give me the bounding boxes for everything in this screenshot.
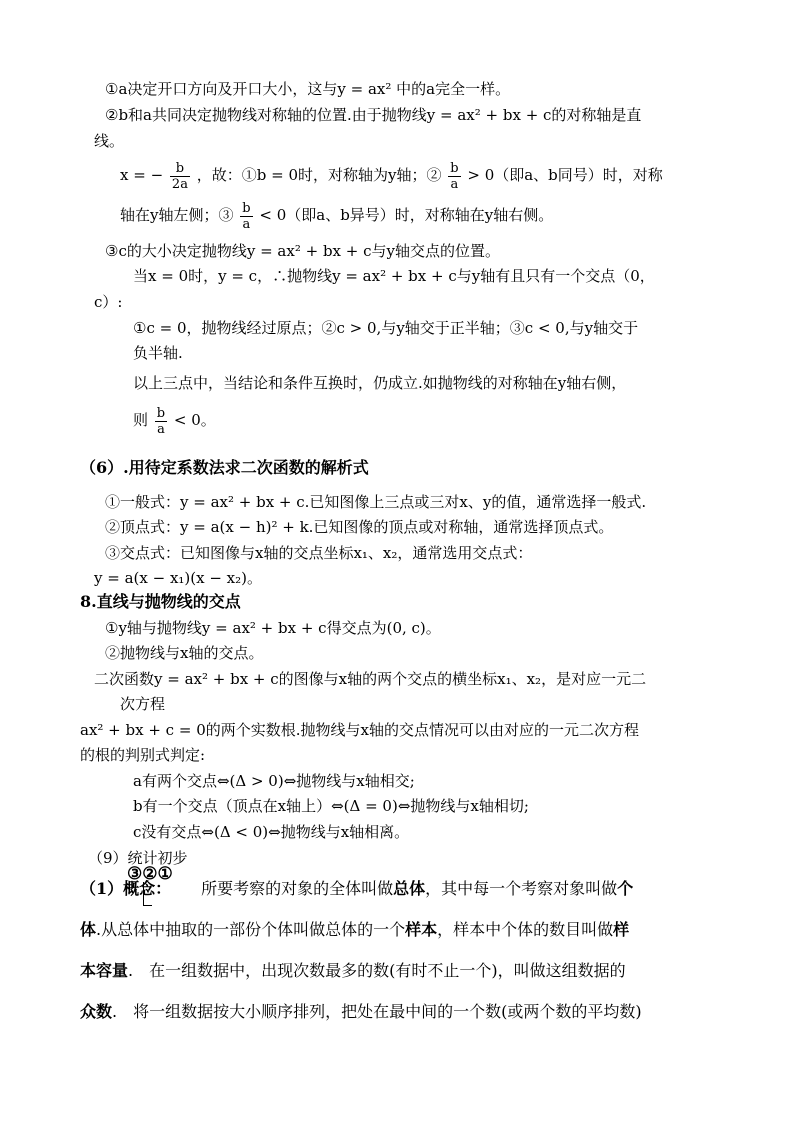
term-bold: 样 [613,920,630,939]
term-bold: 本容量 [80,961,129,980]
fraction-numerator: b [450,160,459,176]
text-line: ②b和a共同决定抛物线对称轴的位置.由于抛物线y = ax² + bx + c的对称轴是直 [105,106,642,124]
circled-number-marks: ③②① [127,864,173,884]
text-line: ②顶点式：y = a(x − h)² + k.已知图像的顶点或对称轴，通常选择顶点式。 [105,518,614,536]
section-heading: （6）.用待定系数法求二次函数的解析式 [80,458,369,477]
fraction-denominator: a [450,176,459,192]
text-line: 线。 [94,132,125,150]
text-line: 的根的判别式判定: [80,746,206,764]
text-fragment: x = − [120,166,164,184]
text-line: 以上三点中，当结论和条件互换时，仍成立.如抛物线的对称轴在y轴右侧， [133,374,627,392]
text-line: ③交点式：已知图像与x轴的交点坐标x₁、x₂，通常选用交点式： [105,544,533,562]
text-line [133,405,216,437]
text-fragment: ，故：①b = 0时，对称轴为y轴；② [196,166,442,184]
paragraph-line [80,912,629,948]
text-line: y = a(x − x₁)(x − x₂)。 [94,569,263,587]
text-fragment: < 0（即a、b异号）时，对称轴在y轴右侧。 [259,206,554,224]
text-line: 当x = 0时，y = c，∴抛物线y = ax² + bx + c与y轴有且只有一个交点（0， [133,267,655,285]
term-bold: 众数 [80,1002,113,1021]
paragraph-line [80,953,626,989]
text-line: b有一个交点（顶点在x轴上）⇔(Δ = 0)⇔抛物线与x轴相切; [133,797,529,815]
fraction-denominator: 2a [171,176,188,192]
fraction-b-over-a [448,161,460,192]
text-line: ②抛物线与x轴的交点。 [105,644,264,662]
text-line: ①a决定开口方向及开口大小，这与y = ax² 中的a完全一样。 [105,80,511,98]
text-line [120,200,553,232]
text-fragment: 轴在y轴左侧；③ [120,206,234,224]
paragraph-line [80,871,633,907]
text-fragment: < 0。 [173,411,216,429]
text-fragment: 则 [133,411,149,429]
fraction-numerator: b [156,405,166,421]
fraction-numerator: b [242,200,251,216]
text-line: 次方程 [120,695,166,713]
text-fragment: ，样本中个体的数目叫做 [437,920,614,939]
text-line: 负半轴. [133,344,183,362]
fraction-b-over-2a [170,161,190,192]
text-fragment: （1）概念： [80,879,172,898]
text-line: ①y轴与抛物线y = ax² + bx + c得交点为(0, c)。 [105,619,441,637]
term-bold: 个 [617,879,634,898]
text-fragment: .从总体中抽取的一部份个体叫做总体的一个 [96,920,406,939]
text-line [120,160,663,192]
fraction-denominator: a [157,421,165,437]
text-line: ①一般式：y = ax² + bx + c.已知图像上三点或三对x、y的值，通常选择一般式. [105,493,647,511]
text-line: c没有交点⇔(Δ < 0)⇔抛物线与x轴相离。 [133,823,410,841]
paragraph-line [80,994,642,1030]
text-line: ①c = 0，抛物线经过原点；②c > 0,与y轴交于正半轴；③c < 0,与y轴交于 [133,319,639,337]
fraction-b-over-a [155,406,167,437]
text-fragment: . 将一组数据按大小顺序排列，把处在最中间的一个数(或两个数的平均数) [112,1002,642,1021]
fraction-b-over-a [240,201,252,232]
section-heading: （9）统计初步 [88,849,188,867]
text-fragment: . 在一组数据中，出现次数最多的数(有时不止一个)，叫做这组数据的 [128,961,626,980]
fraction-denominator: a [242,216,251,232]
term-bold: 总体 [393,879,426,898]
fraction-numerator: b [170,161,190,177]
text-fragment: > 0（即a、b同号）时，对称 [467,166,663,184]
text-fragment: ，其中每一个考察对象叫做 [425,879,618,898]
text-line: ③c的大小决定抛物线y = ax² + bx + c与y轴交点的位置。 [105,242,500,260]
text-fragment: 所要考察的对象的全体叫做 [201,879,394,898]
text-line: a有两个交点⇔(Δ > 0)⇔抛物线与x轴相交; [133,772,415,790]
text-line: 二次函数y = ax² + bx + c的图像与x轴的两个交点的横坐标x₁、x₂，是对应一元二 [94,670,647,688]
term-bold: 体 [80,920,97,939]
text-line: ax² + bx + c = 0的两个实数根.抛物线与x轴的交点情况可以由对应的一元二次方程 [80,721,639,739]
text-line: c）: [94,293,123,311]
term-bold: 样本 [405,920,438,939]
section-heading: 8.直线与抛物线的交点 [80,592,241,611]
